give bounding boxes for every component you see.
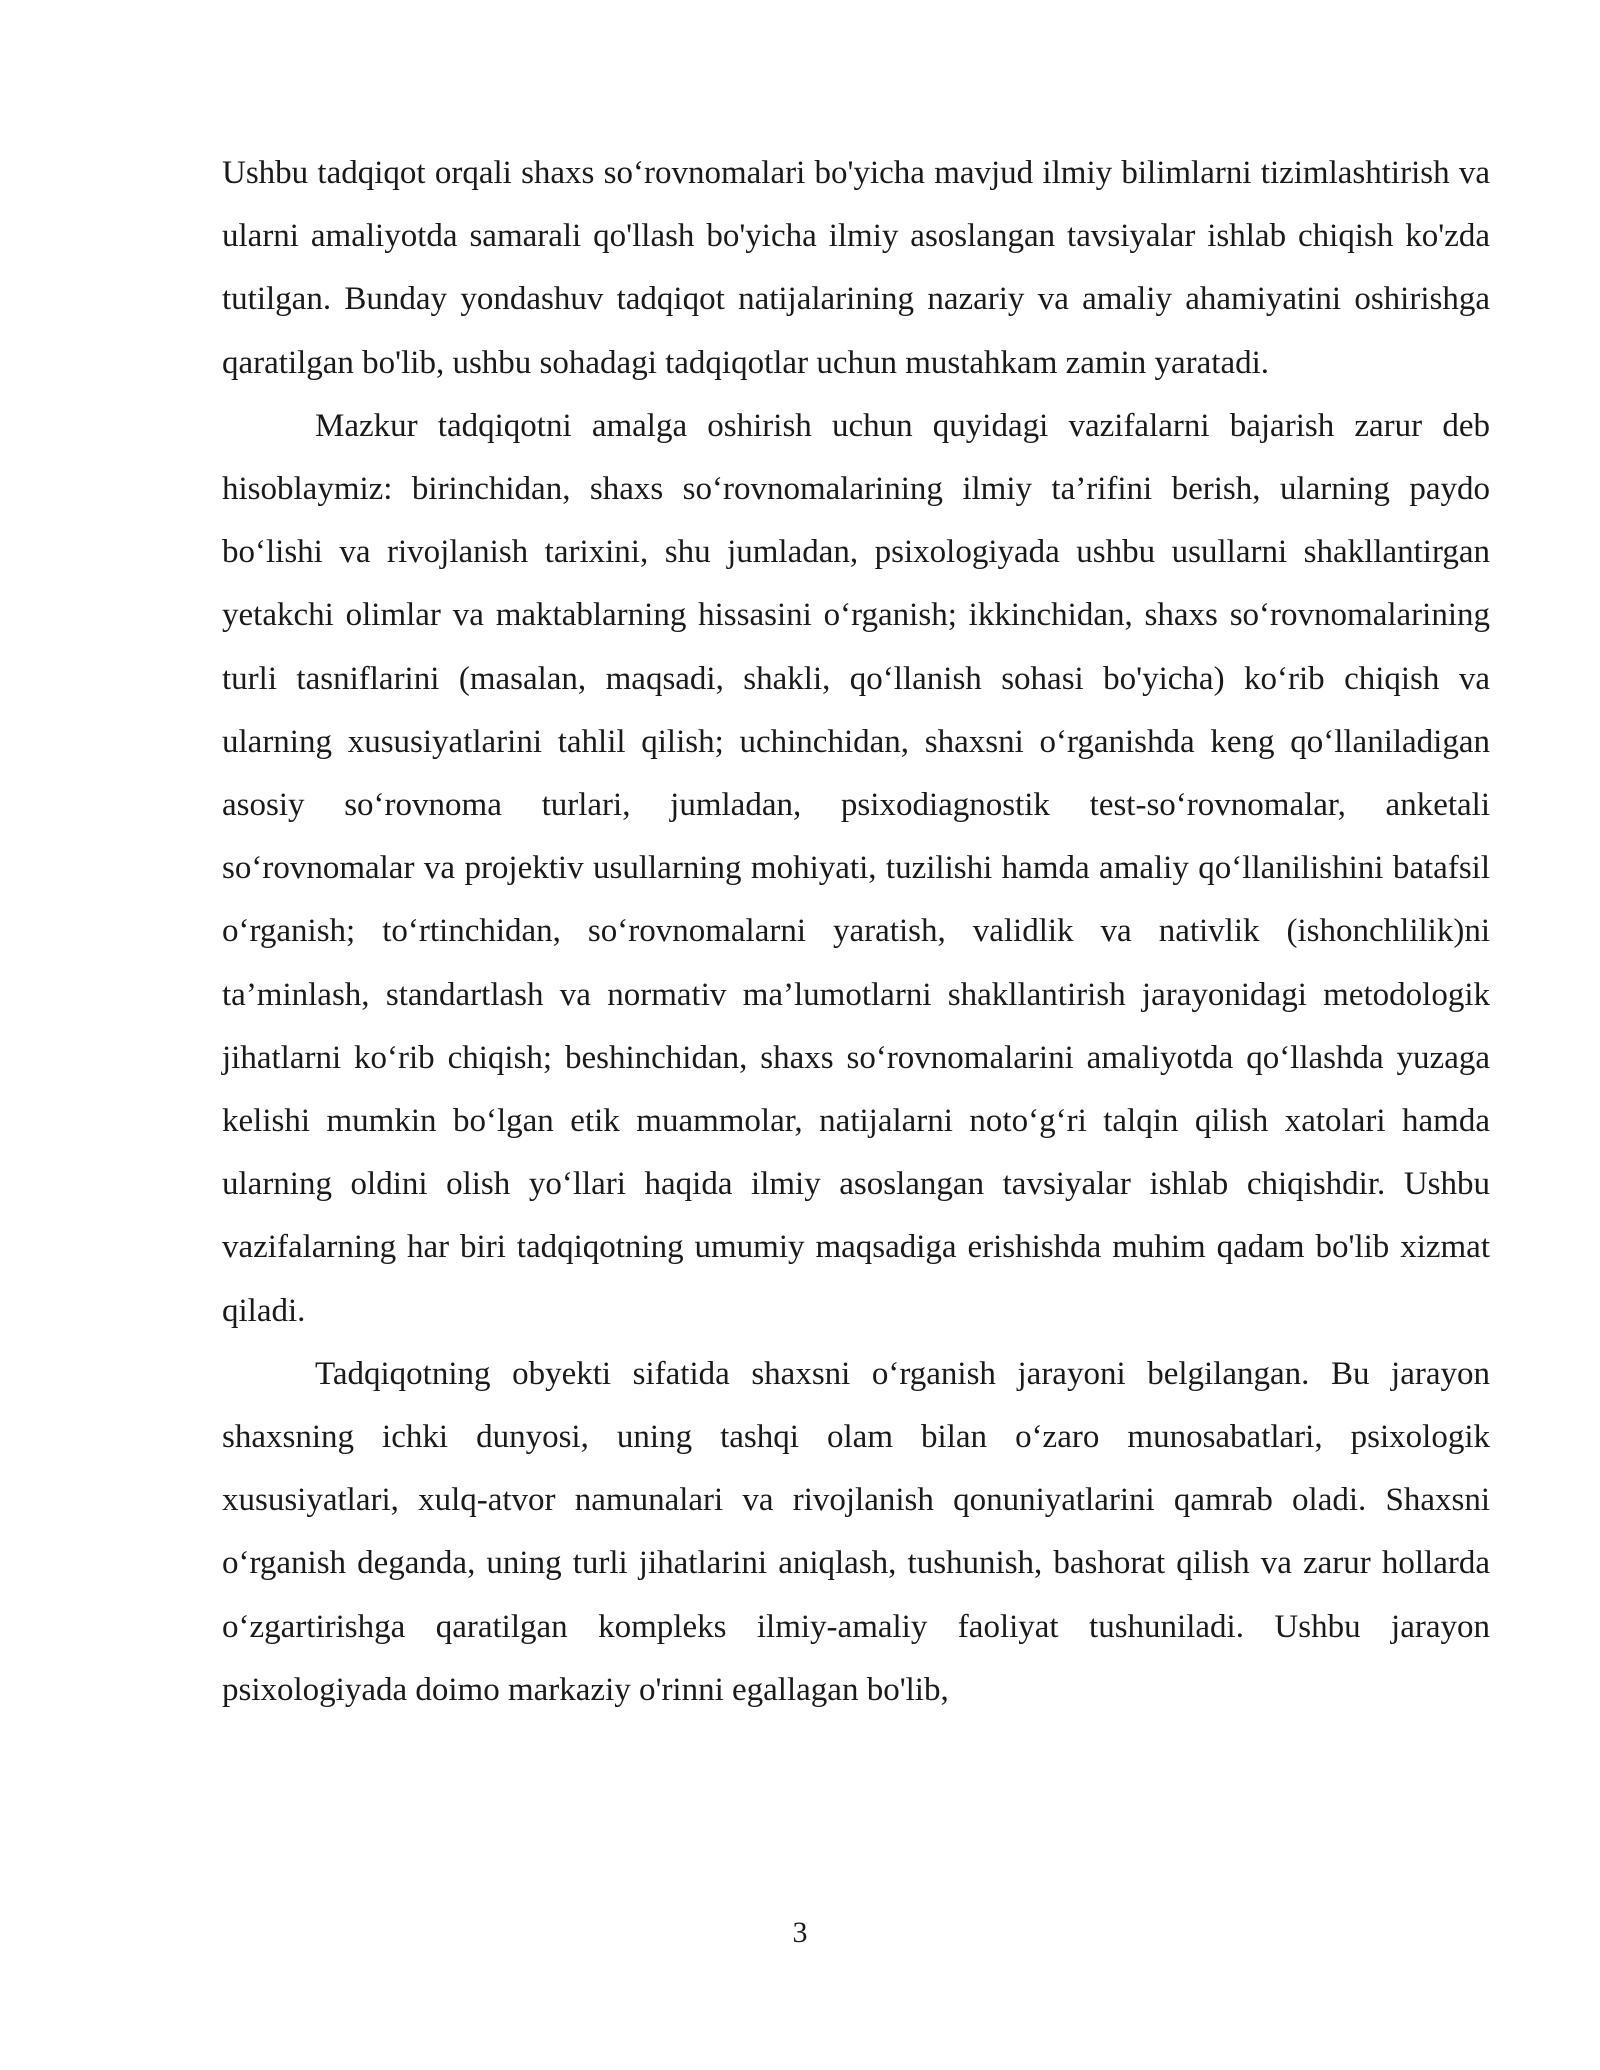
body-text (222, 142, 1490, 1722)
page-number: 3 (792, 1916, 808, 1949)
paragraph-research-object: Tadqiqotning obyekti sifatida shaxsni o‘rganish jarayoni belgilangan. Bu jarayon shaxsning ichki dunyosi, uning tashqi olam bilan o‘zaro munosabatlari, psixologik xususiyatlari, xulq-atvor namunalari va rivojlanish qonuniyatlarini qamrab oladi. Shaxsni o‘rganish deganda, uning turli jihatlarini aniqlash, tushunish, bashorat qilish va zarur hollarda o‘zgartirishga qaratilgan kompleks ilmiy-amaliy faoliyat tushuniladi. Ushbu jarayon psixologiyada doimo markaziy o'rinni egallagan bo'lib, (222, 1355, 1490, 1708)
paragraph-research-tasks: Mazkur tadqiqotni amalga oshirish uchun quyidagi vazifalarni bajarish zarur deb hisoblaymiz: birinchidan, shaxs so‘rovnomalarining ilmiy ta’rifini berish, ularning paydo bo‘lishi va rivojlanish tarixini, shu jumladan, psixologiyada ushbu usullarni shakllantirgan yetakchi olimlar va maktablarning hissasini o‘rganish; ikkinchidan, shaxs so‘rovnomalarining turli tasniflarini (masalan, maqsadi, shakli, qo‘llanish sohasi bo'yicha) ko‘rib chiqish va ularning xususiyatlarini tahlil qilish; uchinchidan, shaxsni o‘rganishda keng qo‘llaniladigan asosiy so‘rovnoma turlari, jumladan, psixodiagnostik test-so‘rovnomalar, anketali so‘rovnomalar va projektiv usullarning mohiyati, tuzilishi hamda amaliy qo‘llanilishini batafsil o‘rganish; to‘rtinchidan, so‘rovnomalarni yaratish, validlik va nativlik (ishonchlilik)ni ta’minlash, standartlash va normativ ma’lumotlarni shakllantirish jarayonidagi metodologik jihatlarni ko‘rib chiqish; beshinchidan, shaxs so‘rovnomalarini amaliyotda qo‘llashda yuzaga kelishi mumkin bo‘lgan etik muammolar, natijalarni noto‘g‘ri talqin qilish xatolari hamda ularning oldini olish yo‘llari haqida ilmiy asoslangan tavsiyalar ishlab chiqishdir. Ushbu vazifalarning har biri tadqiqotning umumiy maqsadiga erishishda muhim qadam bo'lib xizmat qiladi. (222, 407, 1490, 1329)
paragraph-research-goal: Ushbu tadqiqot orqali shaxs so‘rovnomalari bo'yicha mavjud ilmiy bilimlarni tizimlashtirish va ularni amaliyotda samarali qo'llash bo'yicha ilmiy asoslangan tavsiyalar ishlab chiqish ko'zda tutilgan. Bunday yondashuv tadqiqot natijalarining nazariy va amaliy ahamiyatini oshirishga qaratilgan bo'lib, ushbu sohadagi tadqiqotlar uchun mustahkam zamin yaratadi. (222, 155, 1490, 381)
